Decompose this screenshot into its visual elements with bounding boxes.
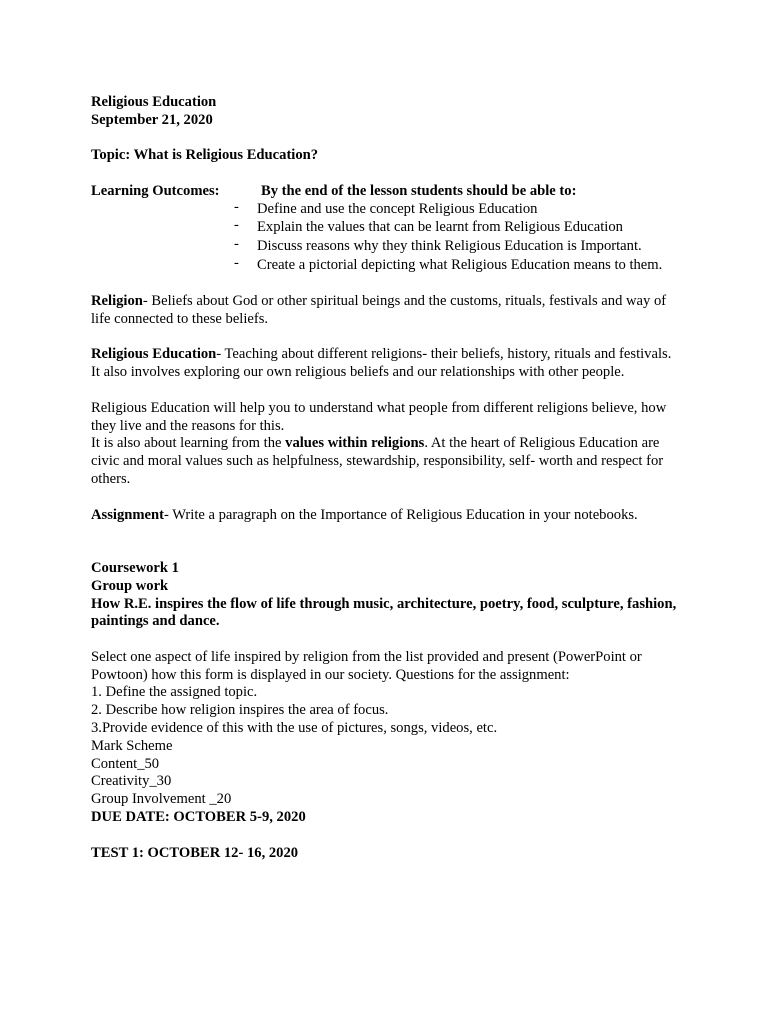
topic-heading: Topic: What is Religious Education? xyxy=(91,147,319,164)
document-body xyxy=(91,94,681,862)
coursework-instructions: Select one aspect of life inspired by religion from the list provided and present (PowerPoint or Powtoon) how this form is displayed in our society. Questions for the assignment: xyxy=(91,648,642,683)
test-date: TEST 1: OCTOBER 12- 16, 2020 xyxy=(91,844,299,861)
subject-heading: Religious Education xyxy=(91,94,217,110)
body-paragraph-1: Religious Education will help you to understand what people from different religions believe, how they live and the reasons for this. xyxy=(91,399,667,434)
religious-education-term: Religious Education xyxy=(91,346,217,363)
question-item: 2. Describe how religion inspires the area of focus. xyxy=(91,702,389,719)
learning-outcomes-label: Learning Outcomes: xyxy=(91,182,220,199)
due-date: DUE DATE: OCTOBER 5-9, 2020 xyxy=(91,809,306,826)
dash-bullet-icon: - xyxy=(234,217,239,234)
learning-outcomes-intro: By the end of the lesson students should be able to: xyxy=(261,182,577,199)
religious-education-definition: Religious Education- Teaching about different religions- their beliefs, history, rituals and festivals. It also involves exploring our own religious beliefs and our relationships with other people. xyxy=(91,346,672,381)
coursework-heading: How R.E. inspires the flow of life through music, architecture, poetry, food, sculpture, fashion, paintings and dance. xyxy=(91,595,677,630)
religion-term: Religion xyxy=(91,292,143,309)
values-emphasis: values within religions xyxy=(285,435,425,452)
dash-bullet-icon: - xyxy=(234,254,239,271)
lesson-date: September 21, 2020 xyxy=(91,111,213,128)
coursework-subtitle: Group work xyxy=(91,577,169,594)
question-item: 3.Provide evidence of this with the use of pictures, songs, videos, etc. xyxy=(91,720,498,737)
dash-bullet-icon: - xyxy=(234,198,239,215)
mark-scheme-item: Content_50 xyxy=(91,755,160,772)
mark-scheme-item: Group Involvement _20 xyxy=(91,791,232,808)
list-item: - Define and use the concept Religious Education xyxy=(234,198,538,217)
assignment-term: Assignment xyxy=(91,506,164,523)
religion-definition: Religion- Beliefs about God or other spiritual beings and the customs, rituals, festivals and way of life connected to these beliefs. xyxy=(91,292,667,327)
question-item: 1. Define the assigned topic. xyxy=(91,684,258,701)
assignment-paragraph: Assignment- Write a paragraph on the Importance of Religious Education in your notebooks. xyxy=(91,506,638,523)
list-item: - Discuss reasons why they think Religious Education is Important. xyxy=(234,235,642,254)
list-item: - Create a pictorial depicting what Religious Education means to them. xyxy=(234,254,663,273)
dash-bullet-icon: - xyxy=(234,235,239,252)
body-paragraph-2: It is also about learning from the values within religions. At the heart of Religious Education are civic and moral values such as helpfulness, stewardship, responsibility, self- worth and respect for others. xyxy=(91,435,664,487)
coursework-title: Coursework 1 xyxy=(91,559,179,576)
list-item: - Explain the values that can be learnt from Religious Education xyxy=(234,217,623,236)
mark-scheme-item: Creativity_30 xyxy=(91,773,172,790)
learning-outcomes-header xyxy=(91,183,681,201)
learning-outcomes-list xyxy=(91,198,681,275)
mark-scheme-title: Mark Scheme xyxy=(91,737,173,754)
